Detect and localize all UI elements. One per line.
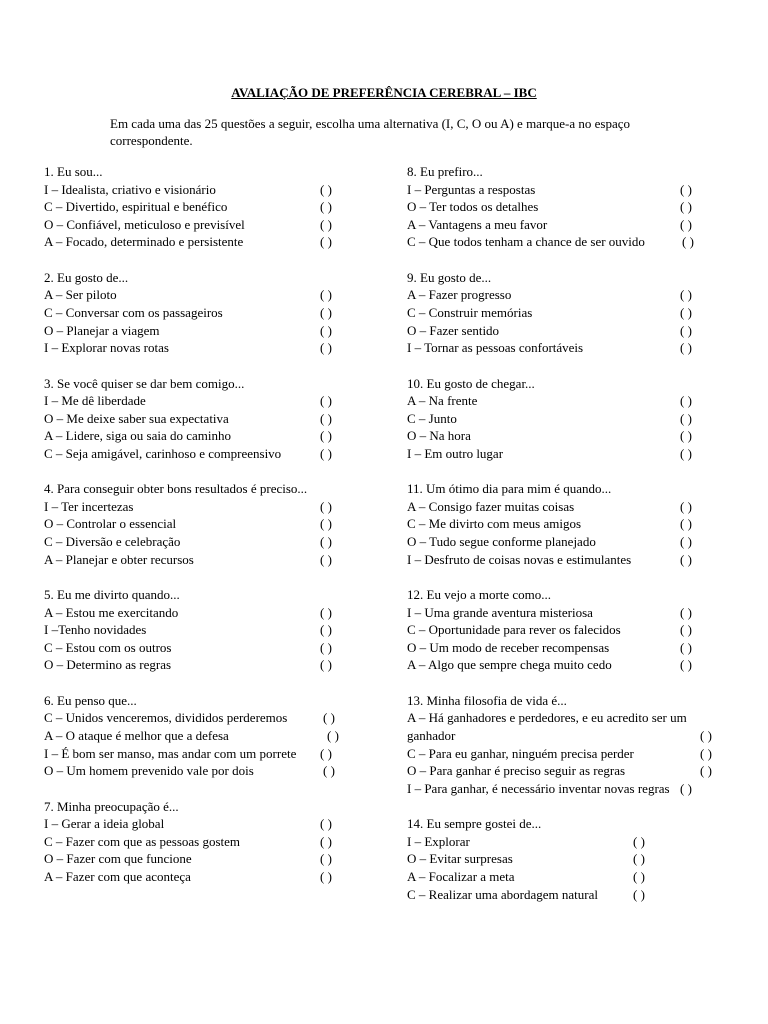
question-heading: [44, 692, 344, 710]
question-heading: [44, 163, 344, 181]
option-row: [407, 286, 727, 304]
left-column: [44, 163, 344, 903]
option-row: [407, 604, 727, 622]
question-block: [44, 163, 344, 251]
option-label: A – Na frente: [407, 393, 478, 409]
option-row: [44, 181, 344, 199]
option-label: C – Diversão e celebração: [44, 534, 181, 550]
answer-checkbox[interactable]: ( ): [320, 428, 332, 444]
instructions: Em cada uma das 25 questões a seguir, escolha uma alternativa (I, C, O ou A) e marque-a no espaço correspondente.: [110, 116, 631, 148]
question-text: 7. Minha preocupação é...: [44, 798, 179, 814]
option-row: [407, 727, 727, 745]
answer-checkbox[interactable]: ( ): [320, 234, 332, 250]
option-row: [407, 181, 727, 199]
option-row: [44, 286, 344, 304]
question-text: 9. Eu gosto de...: [407, 269, 492, 285]
answer-checkbox[interactable]: ( ): [682, 234, 694, 250]
answer-checkbox[interactable]: ( ): [680, 322, 692, 338]
answer-checkbox[interactable]: ( ): [320, 445, 332, 461]
answer-checkbox[interactable]: ( ): [320, 851, 332, 867]
answer-checkbox[interactable]: ( ): [320, 622, 332, 638]
option-row: [407, 551, 727, 569]
option-row: [44, 833, 344, 851]
answer-checkbox[interactable]: ( ): [680, 428, 692, 444]
option-row: [44, 850, 344, 868]
option-label: C – Me divirto com meus amigos: [407, 516, 582, 532]
option-label: A – Estou me exercitando: [44, 604, 179, 620]
option-label: C – Oportunidade para rever os falecidos: [407, 622, 621, 638]
answer-checkbox[interactable]: ( ): [320, 551, 332, 567]
answer-checkbox[interactable]: ( ): [680, 199, 692, 215]
question-heading: [407, 586, 727, 604]
option-label: I – Tornar as pessoas confortáveis: [407, 340, 584, 356]
answer-checkbox[interactable]: ( ): [320, 498, 332, 514]
option-label: O – Controlar o essencial: [44, 516, 177, 532]
option-label: O – Determino as regras: [44, 657, 172, 673]
question-block: [44, 692, 344, 780]
question-heading: [407, 815, 727, 833]
option-row: [44, 621, 344, 639]
option-row: [44, 639, 344, 657]
answer-checkbox[interactable]: ( ): [680, 304, 692, 320]
question-block: [407, 375, 727, 463]
answer-checkbox[interactable]: ( ): [320, 534, 332, 550]
option-row: [407, 410, 727, 428]
option-row: [44, 410, 344, 428]
option-label: I – Idealista, criativo e visionário: [44, 181, 216, 197]
question-block: [44, 586, 344, 674]
option-row: [44, 762, 344, 780]
answer-checkbox[interactable]: ( ): [680, 410, 692, 426]
question-text: 14. Eu sempre gostei de...: [407, 816, 542, 832]
option-row: [407, 427, 727, 445]
option-row: [407, 515, 727, 533]
question-heading: [44, 586, 344, 604]
option-label: O – Ter todos os detalhes: [407, 199, 539, 215]
question-heading: [407, 480, 727, 498]
option-label: I – Desfruto de coisas novas e estimulantes: [407, 551, 632, 567]
option-row: [407, 233, 727, 251]
page-title: AVALIAÇÃO DE PREFERÊNCIA CEREBRAL – IBC: [231, 85, 537, 100]
option-row: [407, 339, 727, 357]
answer-checkbox[interactable]: ( ): [320, 181, 332, 197]
option-label: C – Estou com os outros: [44, 639, 172, 655]
answer-checkbox[interactable]: ( ): [680, 604, 692, 620]
answer-checkbox[interactable]: ( ): [680, 216, 692, 232]
question-heading: [44, 798, 344, 816]
option-row: [44, 498, 344, 516]
option-row: [44, 745, 344, 763]
answer-checkbox[interactable]: ( ): [680, 181, 692, 197]
option-label: I –Tenho novidades: [44, 622, 147, 638]
answer-checkbox[interactable]: ( ): [680, 393, 692, 409]
option-label: O – Um homem prevenido vale por dois: [44, 763, 254, 779]
option-label: O – Me deixe saber sua expectativa: [44, 410, 229, 426]
option-row: [407, 216, 727, 234]
option-row: [44, 216, 344, 234]
option-row: [407, 762, 727, 780]
option-label: I – Para ganhar, é necessário inventar novas regras: [407, 780, 670, 796]
option-label: C – Que todos tenham a chance de ser ouvido: [407, 234, 645, 250]
answer-checkbox[interactable]: ( ): [680, 551, 692, 567]
answer-checkbox[interactable]: ( ): [680, 534, 692, 550]
option-row: [44, 445, 344, 463]
answer-checkbox[interactable]: ( ): [320, 657, 332, 673]
option-label: I – Explorar novas rotas: [44, 340, 169, 356]
option-row: [407, 850, 727, 868]
answer-checkbox[interactable]: ( ): [323, 710, 335, 726]
option-label: C – Junto: [407, 410, 457, 426]
answer-checkbox[interactable]: ( ): [327, 728, 339, 744]
option-label: A – Planejar e obter recursos: [44, 551, 194, 567]
question-text: 8. Eu prefiro...: [407, 164, 483, 179]
answer-checkbox[interactable]: ( ): [320, 322, 332, 338]
question-block: [407, 692, 727, 798]
option-row: [44, 304, 344, 322]
answer-checkbox[interactable]: ( ): [633, 868, 645, 884]
option-label: I – Uma grande aventura misteriosa: [407, 604, 593, 620]
option-label: C – Seja amigável, carinhoso e compreensivo: [44, 445, 282, 461]
answer-checkbox[interactable]: ( ): [633, 886, 645, 902]
answer-checkbox[interactable]: ( ): [680, 498, 692, 514]
option-label: I – É bom ser manso, mas andar com um porrete: [44, 745, 297, 761]
option-row: [44, 868, 344, 886]
option-row: [407, 198, 727, 216]
option-row: [44, 815, 344, 833]
option-label: O – Fazer sentido: [407, 322, 500, 338]
question-block: [407, 269, 727, 357]
option-row: [407, 656, 727, 674]
option-row: [44, 427, 344, 445]
option-row: [44, 198, 344, 216]
right-column: [407, 163, 727, 921]
question-text: 6. Eu penso que...: [44, 692, 137, 708]
option-row: [44, 727, 344, 745]
option-row: [407, 709, 727, 727]
answer-checkbox[interactable]: ( ): [680, 516, 692, 532]
question-heading: [407, 375, 727, 393]
answer-checkbox[interactable]: ( ): [700, 745, 712, 761]
option-label: C – Fazer com que as pessoas gostem: [44, 833, 241, 849]
option-label: A – Vantagens a meu favor: [407, 216, 548, 232]
question-text: 10. Eu gosto de chegar...: [407, 375, 535, 391]
option-label: A – O ataque é melhor que a defesa: [44, 728, 229, 744]
answer-checkbox[interactable]: ( ): [680, 639, 692, 655]
option-label: O – Planejar a viagem: [44, 322, 160, 338]
answer-checkbox[interactable]: ( ): [320, 393, 332, 409]
option-row: [44, 339, 344, 357]
question-text: 4. Para conseguir obter bons resultados é preciso...: [44, 481, 308, 497]
question-block: [44, 480, 344, 568]
option-row: [44, 322, 344, 340]
option-row: [407, 322, 727, 340]
option-row: [44, 533, 344, 551]
question-block: [407, 480, 727, 568]
answer-checkbox[interactable]: ( ): [680, 780, 692, 796]
question-text: 3. Se você quiser se dar bem comigo...: [44, 375, 245, 391]
option-label: I – Me dê liberdade: [44, 393, 146, 409]
option-label: A – Lidere, siga ou saia do caminho: [44, 428, 232, 444]
option-row: [44, 604, 344, 622]
answer-checkbox[interactable]: ( ): [680, 657, 692, 673]
option-row: [407, 780, 727, 798]
option-label: A – Fazer progresso: [407, 287, 512, 303]
question-block: [44, 269, 344, 357]
option-row: [407, 533, 727, 551]
option-row: [44, 656, 344, 674]
question-text: 2. Eu gosto de...: [44, 269, 129, 285]
option-row: [44, 233, 344, 251]
question-block: [407, 586, 727, 674]
answer-checkbox[interactable]: ( ): [320, 604, 332, 620]
question-heading: [44, 375, 344, 393]
question-heading: [44, 480, 344, 498]
option-label: ganhador: [407, 728, 456, 744]
option-row: [407, 833, 727, 851]
option-label: C – Unidos venceremos, divididos perderemos: [44, 710, 288, 726]
question-text: 12. Eu vejo a morte como...: [407, 587, 552, 603]
option-row: [44, 709, 344, 727]
option-label: A – Consigo fazer muitas coisas: [407, 498, 575, 514]
option-label: O – Tudo segue conforme planejado: [407, 534, 596, 550]
option-row: [407, 621, 727, 639]
option-label: A – Fazer com que aconteça: [44, 868, 191, 884]
answer-checkbox[interactable]: ( ): [320, 216, 332, 232]
answer-checkbox[interactable]: ( ): [320, 868, 332, 884]
question-heading: [407, 692, 727, 710]
option-row: [407, 745, 727, 763]
answer-checkbox[interactable]: ( ): [323, 763, 335, 779]
option-label: C – Realizar uma abordagem natural: [407, 886, 598, 902]
option-row: [407, 304, 727, 322]
answer-checkbox[interactable]: ( ): [680, 445, 692, 461]
option-row: [44, 551, 344, 569]
answer-checkbox[interactable]: ( ): [680, 287, 692, 303]
answer-checkbox[interactable]: ( ): [320, 199, 332, 215]
option-label: O – Na hora: [407, 428, 471, 444]
option-row: [407, 886, 727, 904]
option-label: C – Construir memórias: [407, 304, 533, 320]
option-label: A – Ser piloto: [44, 287, 117, 303]
option-row: [44, 515, 344, 533]
option-label: A – Há ganhadores e perdedores, e eu acredito ser um: [407, 710, 687, 726]
option-label: O – Para ganhar é preciso seguir as regras: [407, 763, 626, 779]
question-text: 13. Minha filosofia de vida é...: [407, 692, 567, 708]
answer-checkbox[interactable]: ( ): [320, 340, 332, 356]
answer-checkbox[interactable]: ( ): [320, 816, 332, 832]
answer-checkbox[interactable]: ( ): [320, 745, 332, 761]
answer-checkbox[interactable]: ( ): [320, 833, 332, 849]
question-block: [407, 163, 727, 251]
option-label: O – Confiável, meticuloso e previsível: [44, 216, 245, 232]
answer-checkbox[interactable]: ( ): [680, 622, 692, 638]
option-label: O – Evitar surpresas: [407, 851, 513, 867]
answer-checkbox[interactable]: ( ): [320, 304, 332, 320]
question-text: 5. Eu me divirto quando...: [44, 587, 180, 603]
option-label: I – Gerar a ideia global: [44, 816, 165, 832]
option-label: O – Fazer com que funcione: [44, 851, 192, 867]
question-heading: [44, 269, 344, 287]
option-label: C – Divertido, espiritual e benéfico: [44, 199, 228, 215]
answer-checkbox[interactable]: ( ): [633, 851, 645, 867]
option-row: [44, 392, 344, 410]
question-heading: [407, 269, 727, 287]
answer-checkbox[interactable]: ( ): [700, 728, 712, 744]
question-text: 11. Um ótimo dia para mim é quando...: [407, 481, 612, 497]
option-label: A – Algo que sempre chega muito cedo: [407, 657, 612, 673]
option-label: O – Um modo de receber recompensas: [407, 639, 610, 655]
option-row: [407, 392, 727, 410]
option-label: I – Em outro lugar: [407, 445, 504, 461]
answer-checkbox[interactable]: ( ): [320, 516, 332, 532]
option-row: [407, 445, 727, 463]
answer-checkbox[interactable]: ( ): [633, 833, 645, 849]
option-label: A – Focado, determinado e persistente: [44, 234, 244, 250]
question-block: [407, 815, 727, 903]
option-row: [407, 639, 727, 657]
option-label: I – Perguntas a respostas: [407, 181, 536, 197]
answer-checkbox[interactable]: ( ): [320, 639, 332, 655]
option-label: C – Para eu ganhar, ninguém precisa perder: [407, 745, 634, 761]
answer-checkbox[interactable]: ( ): [320, 410, 332, 426]
option-label: I – Explorar: [407, 833, 470, 849]
answer-checkbox[interactable]: ( ): [320, 287, 332, 303]
answer-checkbox[interactable]: ( ): [680, 340, 692, 356]
option-row: [407, 868, 727, 886]
question-heading: [407, 163, 727, 181]
option-label: C – Conversar com os passageiros: [44, 304, 223, 320]
option-label: A – Focalizar a meta: [407, 868, 515, 884]
answer-checkbox[interactable]: ( ): [700, 763, 712, 779]
question-block: [44, 375, 344, 463]
option-label: I – Ter incertezas: [44, 498, 134, 514]
question-text: 1. Eu sou...: [44, 164, 103, 179]
option-row: [407, 498, 727, 516]
question-block: [44, 798, 344, 886]
